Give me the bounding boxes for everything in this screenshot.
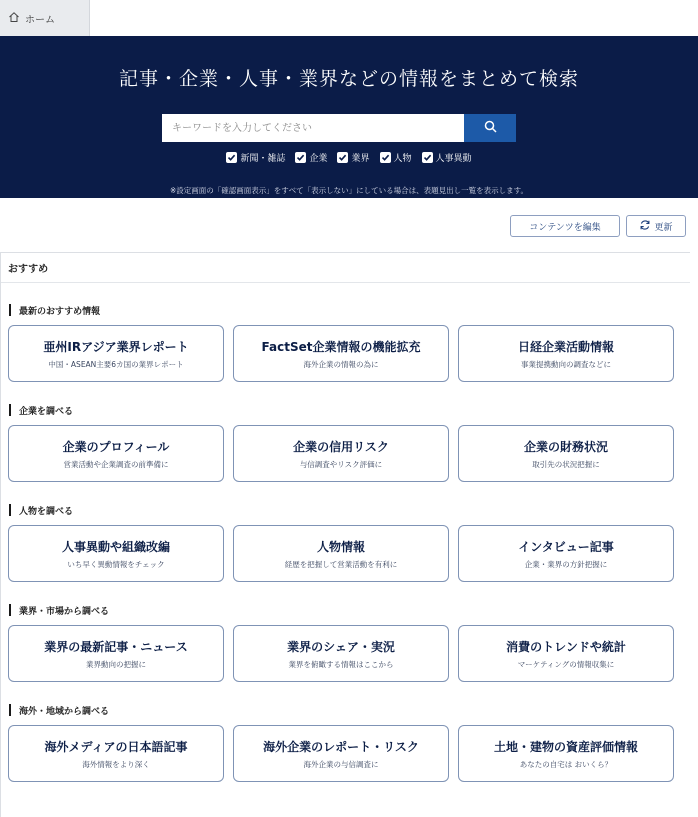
filter-label: 企業 [309,154,328,164]
section-title-label: 業界・市場から調べる [19,606,110,617]
search-input[interactable] [162,114,464,142]
filter-label: 人事異動 [435,154,472,164]
card-title: 企業の信用リスク [293,439,389,454]
card-subtitle: 営業活動や企業調査の前準備に [63,459,169,469]
card-subtitle: 中国・ASEAN主要6カ国の業界レポート [48,359,184,369]
card-subtitle: 事業提携動向の調査などに [521,359,611,369]
card-consumer-trends[interactable] [458,625,674,682]
card-industry-share[interactable] [233,625,449,682]
card-nikkei-company-activity[interactable] [458,325,674,382]
card-title: インタビュー記事 [518,539,614,554]
search-filters [0,151,698,164]
filter-company[interactable] [295,151,327,164]
card-title: 業界のシェア・実況 [287,639,395,654]
card-subtitle: マーケティングの情報収集に [517,659,615,669]
section-title-label: 企業を調べる [19,406,74,417]
refresh-label: 更新 [654,222,673,233]
checkbox-checked-icon[interactable] [380,152,391,163]
card-title: 海外メディアの日本語記事 [44,739,188,754]
tab-home[interactable] [0,0,90,36]
section-title-label: 人物を調べる [19,506,74,517]
card-title: 土地・建物の資産評価情報 [493,739,638,754]
section-title-label: 海外・地域から調べる [19,706,110,717]
filter-newspaper[interactable] [226,151,285,164]
card-company-financials[interactable] [458,425,674,482]
card-title: 海外企業のレポート・リスク [263,739,419,754]
card-subtitle: 海外企業の情報の為に [303,359,379,369]
edit-content-button[interactable]: コンテンツを編集 [510,215,620,237]
card-company-credit-risk[interactable] [233,425,449,482]
search-icon [484,120,497,136]
filter-label: 新聞・雑誌 [240,154,286,164]
section-title [9,403,73,417]
refresh-icon [639,219,651,234]
card-personnel-changes[interactable] [8,525,224,582]
card-subtitle: 業界を俯瞰する情報はここから [288,659,394,669]
card-overseas-media[interactable] [8,725,224,782]
card-subtitle: 与信調査やリスク評価に [299,459,383,469]
filter-person[interactable] [380,151,412,164]
section-title [9,503,73,517]
card-subtitle: 海外企業の与信調査に [303,759,379,769]
section-marker [9,304,11,316]
checkbox-checked-icon[interactable] [226,152,237,163]
card-title: 人物情報 [316,539,365,554]
section-title-label: 最新のおすすめ情報 [19,306,101,317]
section-title [9,603,109,617]
card-industry-news[interactable] [8,625,224,682]
panel-title: おすすめ [1,253,690,283]
filter-industry[interactable] [337,151,369,164]
section-marker [9,604,11,616]
section-title [9,703,109,717]
card-title: FactSet企業情報の機能拡充 [261,339,421,354]
card-subtitle: あなたの自宅は おいくら？ [519,759,613,769]
filter-label: 人物 [393,154,412,164]
search-note: ※設定画面の「確認画面表示」をすべて「表示しない」にしている場合は、表題見出し一覧を表示します。 [169,186,529,195]
card-subtitle: 取引先の状況把握に [532,459,600,469]
card-title: 業界の最新記事・ニュース [44,639,188,654]
search-hero [0,36,698,198]
filter-label: 業界 [351,154,370,164]
card-subtitle: 経歴を把握して営業活動を有利に [284,559,398,569]
section-marker [9,704,11,716]
checkbox-checked-icon[interactable] [422,152,433,163]
home-icon [8,11,20,26]
filter-personnel-change[interactable] [422,151,472,164]
card-title: 企業の財務状況 [523,439,608,454]
section-title [9,303,100,317]
card-title: 日経企業活動情報 [517,339,614,354]
card-title: 企業のプロフィール [62,439,170,454]
card-subtitle: いち早く異動情報をチェック [67,559,165,569]
card-title: 亜州IRアジア業界レポート [43,339,189,354]
section-marker [9,504,11,516]
card-subtitle: 企業・業界の方針把握に [524,559,608,569]
card-asia-industry-report[interactable] [8,325,224,382]
card-title: 人事異動や組織改編 [61,539,170,554]
card-subtitle: 業界動向の把握に [86,659,146,669]
search-button[interactable] [464,114,516,142]
card-subtitle: 海外情報をより深く [82,759,150,769]
card-title: 消費のトレンドや統計 [506,639,626,654]
tab-home-label: ホーム [25,14,55,26]
checkbox-checked-icon[interactable] [295,152,306,163]
card-factset-company-info[interactable] [233,325,449,382]
card-person-info[interactable] [233,525,449,582]
refresh-button[interactable] [626,215,686,237]
section-marker [9,404,11,416]
page-title: 記事・企業・人事・業界などの情報をまとめて検索 [118,68,579,90]
card-interview-articles[interactable] [458,525,674,582]
checkbox-checked-icon[interactable] [337,152,348,163]
card-real-estate-valuation[interactable] [458,725,674,782]
card-company-profile[interactable] [8,425,224,482]
card-overseas-company-report[interactable] [233,725,449,782]
recommendations-panel [0,252,690,817]
